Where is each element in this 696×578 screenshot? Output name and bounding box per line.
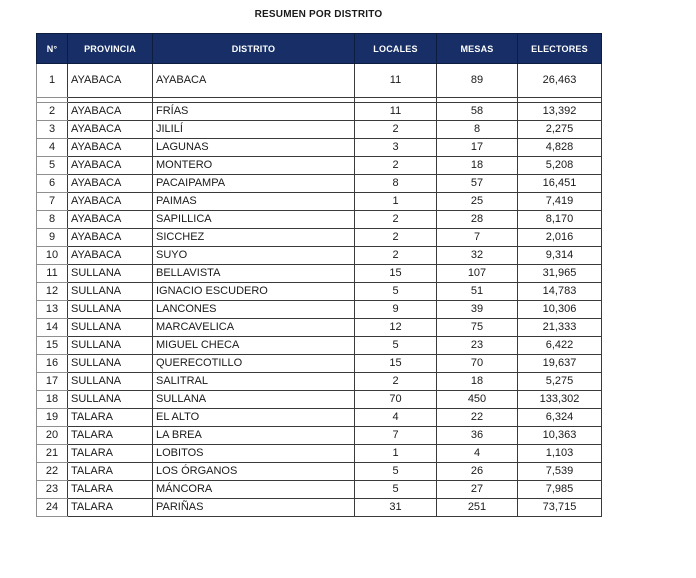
cell-electores: 6,324 xyxy=(518,409,602,427)
cell-provincia: AYABACA xyxy=(68,193,153,211)
cell-locales: 2 xyxy=(355,247,437,265)
cell-electores: 19,637 xyxy=(518,355,602,373)
cell-mesas: 36 xyxy=(437,427,518,445)
cell-provincia: SULLANA xyxy=(68,301,153,319)
cell-mesas: 27 xyxy=(437,481,518,499)
cell-electores: 1,103 xyxy=(518,445,602,463)
cell-mesas: 18 xyxy=(437,157,518,175)
cell-distrito: SALITRAL xyxy=(153,373,355,391)
cell-electores: 14,783 xyxy=(518,283,602,301)
cell-distrito: LOS ÓRGANOS xyxy=(153,463,355,481)
table-row xyxy=(37,157,602,175)
cell-distrito: PAIMAS xyxy=(153,193,355,211)
cell-n: 1 xyxy=(37,64,68,98)
cell-mesas: 251 xyxy=(437,499,518,517)
cell-provincia: SULLANA xyxy=(68,355,153,373)
cell-provincia: TALARA xyxy=(68,499,153,517)
cell-locales: 15 xyxy=(355,355,437,373)
cell-electores: 9,314 xyxy=(518,247,602,265)
cell-provincia: AYABACA xyxy=(68,157,153,175)
cell-distrito: LANCONES xyxy=(153,301,355,319)
table-row xyxy=(37,409,602,427)
cell-provincia: SULLANA xyxy=(68,283,153,301)
cell-provincia: TALARA xyxy=(68,427,153,445)
cell-n: 13 xyxy=(37,301,68,319)
cell-locales: 8 xyxy=(355,175,437,193)
cell-n: 6 xyxy=(37,175,68,193)
column-header-distrito: DISTRITO xyxy=(153,34,355,64)
column-header-locales: LOCALES xyxy=(355,34,437,64)
cell-electores: 8,170 xyxy=(518,211,602,229)
cell-distrito: PARIÑAS xyxy=(153,499,355,517)
cell-mesas: 51 xyxy=(437,283,518,301)
table-row xyxy=(37,175,602,193)
cell-provincia: SULLANA xyxy=(68,265,153,283)
cell-locales: 4 xyxy=(355,409,437,427)
column-header-mesas: MESAS xyxy=(437,34,518,64)
table-row xyxy=(37,391,602,409)
cell-mesas: 89 xyxy=(437,64,518,98)
cell-locales: 5 xyxy=(355,481,437,499)
cell-mesas: 8 xyxy=(437,121,518,139)
cell-mesas: 7 xyxy=(437,229,518,247)
cell-mesas: 57 xyxy=(437,175,518,193)
cell-electores: 7,985 xyxy=(518,481,602,499)
cell-distrito: SULLANA xyxy=(153,391,355,409)
table-row xyxy=(37,247,602,265)
cell-provincia: AYABACA xyxy=(68,64,153,98)
column-header-electores: ELECTORES xyxy=(518,34,602,64)
cell-mesas: 18 xyxy=(437,373,518,391)
cell-distrito: IGNACIO ESCUDERO xyxy=(153,283,355,301)
cell-electores: 5,208 xyxy=(518,157,602,175)
cell-distrito: MARCAVELICA xyxy=(153,319,355,337)
cell-distrito: LAGUNAS xyxy=(153,139,355,157)
cell-locales: 5 xyxy=(355,283,437,301)
cell-locales: 7 xyxy=(355,427,437,445)
cell-n: 12 xyxy=(37,283,68,301)
cell-n: 17 xyxy=(37,373,68,391)
cell-electores: 7,419 xyxy=(518,193,602,211)
cell-locales: 5 xyxy=(355,337,437,355)
cell-electores: 10,363 xyxy=(518,427,602,445)
cell-n: 10 xyxy=(37,247,68,265)
table-row xyxy=(37,283,602,301)
cell-provincia: AYABACA xyxy=(68,211,153,229)
cell-provincia: AYABACA xyxy=(68,229,153,247)
cell-provincia: TALARA xyxy=(68,463,153,481)
cell-mesas: 4 xyxy=(437,445,518,463)
cell-n: 8 xyxy=(37,211,68,229)
cell-electores: 2,275 xyxy=(518,121,602,139)
table-row xyxy=(37,463,602,481)
page-title: RESUMEN POR DISTRITO xyxy=(254,9,383,20)
table-row xyxy=(37,337,602,355)
cell-mesas: 450 xyxy=(437,391,518,409)
column-header-n: N° xyxy=(37,34,68,64)
cell-distrito: SUYO xyxy=(153,247,355,265)
cell-n: 11 xyxy=(37,265,68,283)
cell-n: 7 xyxy=(37,193,68,211)
cell-provincia: SULLANA xyxy=(68,319,153,337)
cell-distrito: PACAIPAMPA xyxy=(153,175,355,193)
cell-electores: 4,828 xyxy=(518,139,602,157)
cell-n: 22 xyxy=(37,463,68,481)
cell-electores: 16,451 xyxy=(518,175,602,193)
cell-locales: 5 xyxy=(355,463,437,481)
cell-mesas: 70 xyxy=(437,355,518,373)
table-row xyxy=(37,445,602,463)
cell-n: 23 xyxy=(37,481,68,499)
column-header-provincia: PROVINCIA xyxy=(68,34,153,64)
cell-distrito: AYABACA xyxy=(153,64,355,98)
cell-electores: 73,715 xyxy=(518,499,602,517)
cell-n: 21 xyxy=(37,445,68,463)
cell-mesas: 28 xyxy=(437,211,518,229)
cell-electores: 21,333 xyxy=(518,319,602,337)
cell-n: 24 xyxy=(37,499,68,517)
cell-provincia: SULLANA xyxy=(68,391,153,409)
cell-provincia: AYABACA xyxy=(68,175,153,193)
cell-electores: 26,463 xyxy=(518,64,602,98)
cell-provincia: AYABACA xyxy=(68,247,153,265)
cell-provincia: TALARA xyxy=(68,445,153,463)
header-row xyxy=(37,34,602,64)
cell-provincia: AYABACA xyxy=(68,139,153,157)
table-row xyxy=(37,355,602,373)
cell-n: 18 xyxy=(37,391,68,409)
cell-locales: 2 xyxy=(355,373,437,391)
cell-locales: 2 xyxy=(355,229,437,247)
cell-distrito: QUERECOTILLO xyxy=(153,355,355,373)
table-row xyxy=(37,499,602,517)
cell-mesas: 75 xyxy=(437,319,518,337)
cell-mesas: 32 xyxy=(437,247,518,265)
table-row xyxy=(37,427,602,445)
cell-distrito: MÁNCORA xyxy=(153,481,355,499)
cell-provincia: AYABACA xyxy=(68,121,153,139)
cell-provincia: TALARA xyxy=(68,409,153,427)
table-row xyxy=(37,319,602,337)
cell-locales: 2 xyxy=(355,157,437,175)
cell-n: 19 xyxy=(37,409,68,427)
cell-n: 16 xyxy=(37,355,68,373)
cell-mesas: 107 xyxy=(437,265,518,283)
table-row xyxy=(37,301,602,319)
cell-distrito: BELLAVISTA xyxy=(153,265,355,283)
cell-distrito: LOBITOS xyxy=(153,445,355,463)
cell-n: 3 xyxy=(37,121,68,139)
table-row xyxy=(37,139,602,157)
table-row xyxy=(37,265,602,283)
table-row xyxy=(37,121,602,139)
cell-locales: 31 xyxy=(355,499,437,517)
cell-electores: 10,306 xyxy=(518,301,602,319)
cell-locales: 1 xyxy=(355,445,437,463)
cell-provincia: TALARA xyxy=(68,481,153,499)
cell-locales: 11 xyxy=(355,64,437,98)
cell-n: 5 xyxy=(37,157,68,175)
cell-locales: 11 xyxy=(355,103,437,121)
cell-mesas: 39 xyxy=(437,301,518,319)
cell-electores: 133,302 xyxy=(518,391,602,409)
cell-provincia: SULLANA xyxy=(68,337,153,355)
cell-mesas: 25 xyxy=(437,193,518,211)
table-row xyxy=(37,481,602,499)
cell-distrito: FRÍAS xyxy=(153,103,355,121)
cell-distrito: SICCHEZ xyxy=(153,229,355,247)
table-body xyxy=(37,64,602,517)
cell-locales: 15 xyxy=(355,265,437,283)
cell-n: 15 xyxy=(37,337,68,355)
cell-electores: 5,275 xyxy=(518,373,602,391)
cell-locales: 1 xyxy=(355,193,437,211)
cell-locales: 9 xyxy=(355,301,437,319)
cell-mesas: 58 xyxy=(437,103,518,121)
cell-electores: 7,539 xyxy=(518,463,602,481)
cell-n: 2 xyxy=(37,103,68,121)
cell-distrito: EL ALTO xyxy=(153,409,355,427)
cell-locales: 12 xyxy=(355,319,437,337)
cell-electores: 6,422 xyxy=(518,337,602,355)
table-row xyxy=(37,103,602,121)
table-row xyxy=(37,229,602,247)
cell-locales: 2 xyxy=(355,211,437,229)
table-row xyxy=(37,193,602,211)
district-summary-table xyxy=(36,33,602,517)
table-row xyxy=(37,211,602,229)
cell-distrito: MONTERO xyxy=(153,157,355,175)
cell-n: 4 xyxy=(37,139,68,157)
cell-locales: 3 xyxy=(355,139,437,157)
cell-distrito: JILILÍ xyxy=(153,121,355,139)
cell-n: 9 xyxy=(37,229,68,247)
cell-electores: 13,392 xyxy=(518,103,602,121)
cell-distrito: SAPILLICA xyxy=(153,211,355,229)
cell-electores: 31,965 xyxy=(518,265,602,283)
table-header xyxy=(37,34,602,64)
cell-locales: 70 xyxy=(355,391,437,409)
cell-n: 20 xyxy=(37,427,68,445)
cell-mesas: 23 xyxy=(437,337,518,355)
table-row xyxy=(37,64,602,98)
cell-distrito: LA BREA xyxy=(153,427,355,445)
cell-provincia: AYABACA xyxy=(68,103,153,121)
cell-electores: 2,016 xyxy=(518,229,602,247)
table-row xyxy=(37,373,602,391)
cell-mesas: 22 xyxy=(437,409,518,427)
cell-mesas: 26 xyxy=(437,463,518,481)
cell-distrito: MIGUEL CHECA xyxy=(153,337,355,355)
cell-n: 14 xyxy=(37,319,68,337)
cell-provincia: SULLANA xyxy=(68,373,153,391)
cell-mesas: 17 xyxy=(437,139,518,157)
cell-locales: 2 xyxy=(355,121,437,139)
